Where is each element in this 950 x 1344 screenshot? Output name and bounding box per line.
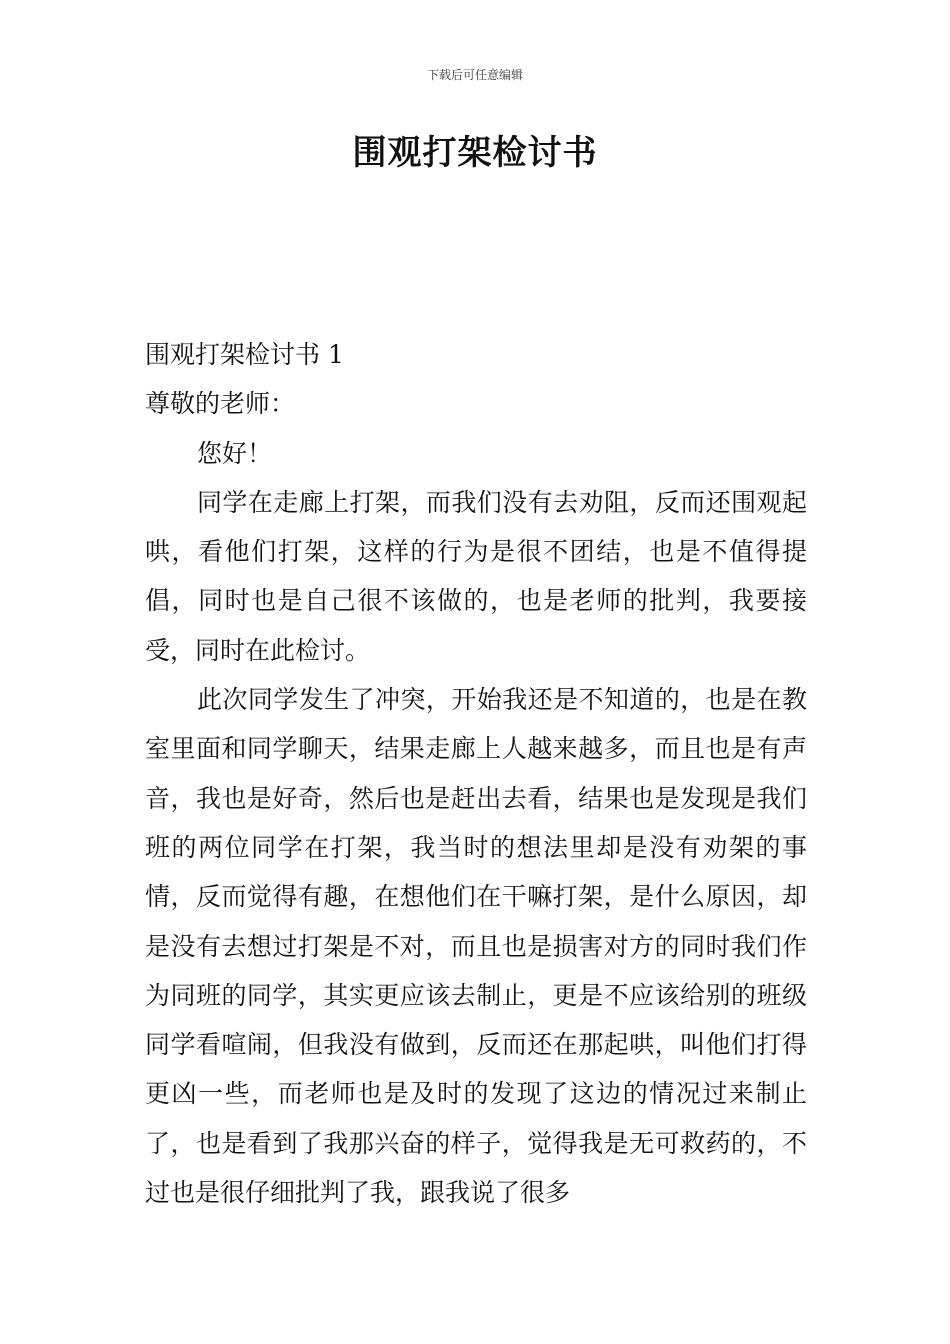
section-heading: 围观打架检讨书 1 [145, 340, 344, 369]
header-note: 下载后可任意编辑 [426, 68, 523, 82]
greeting: 您好！ [197, 438, 273, 468]
document-body [145, 330, 807, 1217]
document-title: 围观打架检讨书 [352, 133, 598, 173]
body-paragraph: 同学在走廊上打架，而我们没有去劝阻，反而还围观起哄，看他们打架，这样的行为是很不团结，也是不值得提倡，同时也是自己很不该做的，也是老师的批判，我要接受，同时在此检讨。 [145, 487, 807, 665]
salutation: 尊敬的老师： [145, 389, 296, 419]
body-paragraph: 此次同学发生了冲突，开始我还是不知道的，也是在教室里面和同学聊天，结果走廊上人越来越多，而且也是有声音，我也是好奇，然后也是赶出去看，结果也是发现是我们班的两位同学在打架，我当时的想法里却是没有劝架的事情，反而觉得有趣，在想他们在干嘛打架，是什么原因，却是没有去想过打架是不对，而且也是损害对方的同时我们作为同班的同学，其实更应该去制止，更是不应该给别的班级同学看喧闹，但我没有做到，反而还在那起哄，叫他们打得更凶一些，而老师也是及时的发现了这边的情况过来制止了，也是看到了我那兴奋的样子，觉得我是无可救药的，不过也是很仔细批判了我，跟我说了很多 [145, 685, 807, 1208]
